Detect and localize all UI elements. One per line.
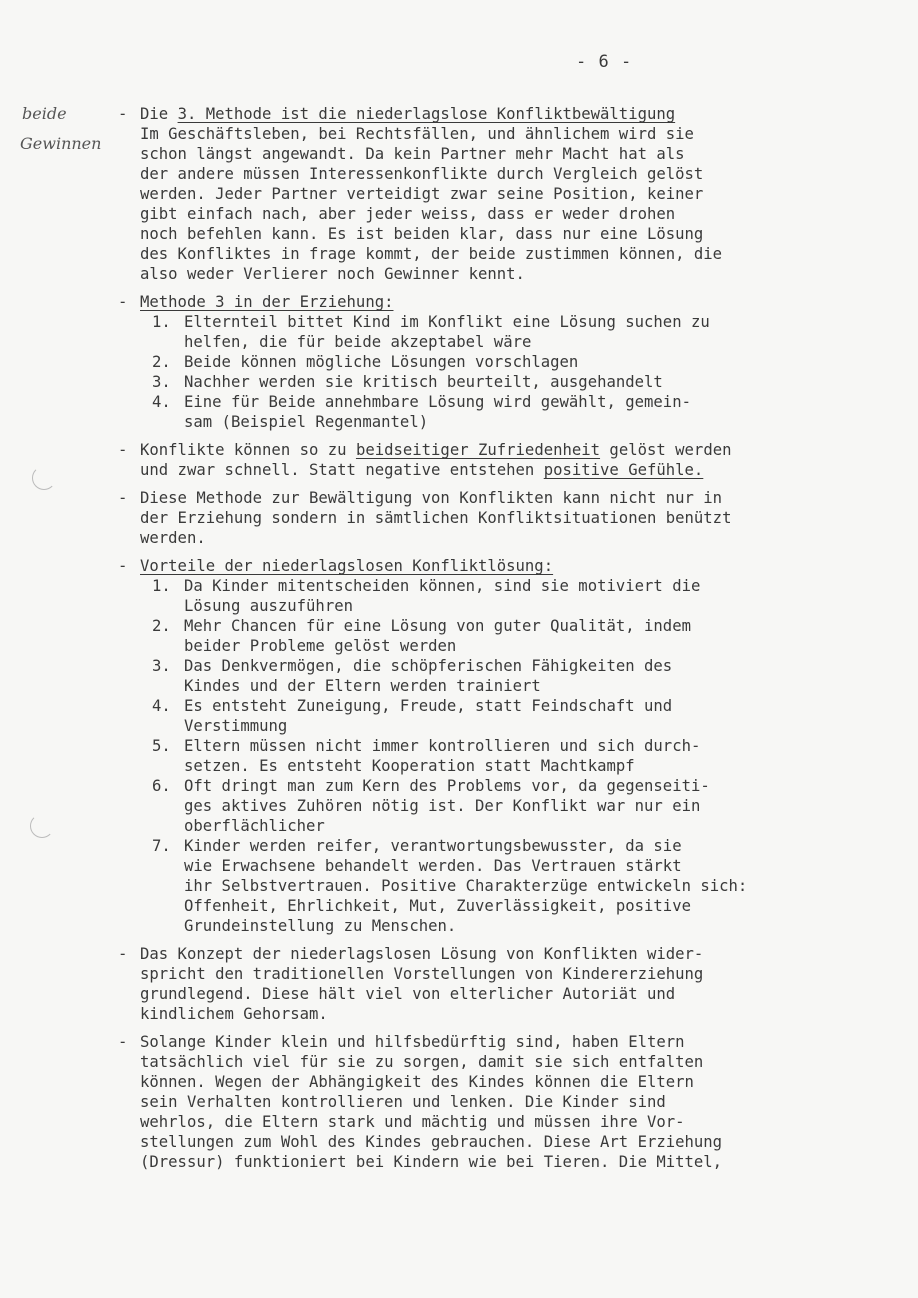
text-span: Konflikte können so zu (140, 441, 356, 459)
item-number: 2. (152, 617, 171, 635)
text-line (140, 488, 838, 508)
item-text-line: helfen, die für beide akzeptabel wäre (184, 333, 532, 351)
item-number: 7. (152, 837, 171, 855)
item-number: 5. (152, 737, 171, 755)
text-line (140, 508, 838, 528)
item-text-line: wie Erwachsene behandelt werden. Das Vertrauen stärkt (184, 857, 682, 875)
text-span: und zwar schnell. Statt negative entstehen (140, 461, 544, 479)
text-line (140, 1092, 838, 1112)
text-span: Die (140, 105, 178, 123)
bullet-paragraph (118, 440, 838, 480)
numbered-item (140, 392, 838, 432)
text-line (140, 204, 838, 224)
text-span: stellungen zum Wohl des Kindes gebrauchen. Diese Art Erziehung (140, 1133, 723, 1151)
numbered-item (140, 616, 838, 656)
text-span: Das Konzept der niederlagslosen Lösung von Konflikten wider- (140, 945, 704, 963)
text-line (140, 292, 838, 312)
text-span: Solange Kinder klein und hilfsbedürftig sind, haben Eltern (140, 1033, 685, 1051)
item-text-line: Nachher werden sie kritisch beurteilt, ausgehandelt (184, 373, 663, 391)
item-text-line: oberflächlicher (184, 817, 325, 835)
text-span: tatsächlich viel für sie zu sorgen, damit sie sich entfalten (140, 1053, 704, 1071)
item-text-line: Das Denkvermögen, die schöpferischen Fähigkeiten des (184, 657, 673, 675)
bullet-dash: - (118, 1033, 128, 1051)
text-line (140, 1052, 838, 1072)
text-line (140, 1132, 838, 1152)
numbered-item (140, 352, 838, 372)
margin-note-line-1: beide (22, 104, 67, 123)
underlined-text: positive Gefühle. (543, 461, 704, 479)
item-text-line: Elternteil bittet Kind im Konflikt eine Lösung suchen zu (184, 313, 710, 331)
text-line (140, 944, 838, 964)
text-line (140, 528, 838, 548)
item-text-line: Verstimmung (184, 717, 288, 735)
punch-hole-mark (30, 814, 54, 838)
text-span: noch befehlen kann. Es ist beiden klar, dass nur eine Lösung (140, 225, 704, 243)
numbered-item (140, 776, 838, 836)
item-number: 1. (152, 313, 171, 331)
text-line (140, 224, 838, 244)
document-body (118, 104, 838, 1180)
item-text-line: Kinder werden reifer, verantwortungsbewusster, da sie (184, 837, 682, 855)
text-line (140, 264, 838, 284)
text-line (140, 104, 838, 124)
text-line (140, 556, 838, 576)
item-text-line: Es entsteht Zuneigung, Freude, statt Feindschaft und (184, 697, 673, 715)
bullet-dash: - (118, 293, 128, 311)
bullet-dash: - (118, 945, 128, 963)
item-number: 4. (152, 393, 171, 411)
item-text-line: Grundeinstellung zu Menschen. (184, 917, 457, 935)
text-line (140, 460, 838, 480)
numbered-item (140, 656, 838, 696)
punch-hole-mark (32, 466, 56, 490)
text-span: werden. Jeder Partner verteidigt zwar seine Position, keiner (140, 185, 704, 203)
item-text-line: Eine für Beide annehmbare Lösung wird gewählt, gemein- (184, 393, 691, 411)
text-span: spricht den traditionellen Vorstellungen von Kindererziehung (140, 965, 704, 983)
underlined-text: beidseitiger Zufriedenheit (355, 441, 601, 459)
text-line (140, 1152, 838, 1172)
item-number: 3. (152, 373, 171, 391)
margin-note-line-2: Gewinnen (20, 134, 102, 153)
bullet-paragraph (118, 1032, 838, 1172)
text-span: werden. (140, 529, 206, 547)
text-span: der Erziehung sondern in sämtlichen Konfliktsituationen benützt (140, 509, 732, 527)
text-line (140, 440, 838, 460)
item-text-line: Mehr Chancen für eine Lösung von guter Qualität, indem (184, 617, 691, 635)
bullet-dash: - (118, 441, 128, 459)
bullet-paragraph (118, 104, 838, 284)
text-span: sein Verhalten kontrollieren und lenken. Die Kinder sind (140, 1093, 666, 1111)
numbered-item (140, 312, 838, 352)
text-span: (Dressur) funktioniert bei Kindern wie bei Tieren. Die Mittel, (140, 1153, 723, 1171)
text-line (140, 1004, 838, 1024)
text-line (140, 964, 838, 984)
item-text-line: Beide können mögliche Lösungen vorschlagen (184, 353, 579, 371)
item-text-line: Kindes und der Eltern werden trainiert (184, 677, 541, 695)
item-text-line: Lösung auszuführen (184, 597, 353, 615)
bullet-dash: - (118, 105, 128, 123)
item-text-line: setzen. Es entsteht Kooperation statt Machtkampf (184, 757, 635, 775)
item-number: 4. (152, 697, 171, 715)
text-span: Im Geschäftsleben, bei Rechtsfällen, und ähnlichem wird sie (140, 125, 694, 143)
numbered-item (140, 696, 838, 736)
item-number: 1. (152, 577, 171, 595)
bullet-paragraph (118, 488, 838, 548)
text-line (140, 984, 838, 1004)
page-number: - 6 - (576, 52, 633, 72)
underlined-text: 3. Methode ist die niederlagslose Konfliktbewältigung (177, 105, 676, 123)
bullet-paragraph (118, 556, 838, 936)
bullet-paragraph (118, 944, 838, 1024)
numbered-item (140, 736, 838, 776)
text-span: des Konfliktes in frage kommt, der beide zustimmen können, die (140, 245, 723, 263)
item-text-line: Eltern müssen nicht immer kontrollieren und sich durch- (184, 737, 701, 755)
text-line (140, 184, 838, 204)
item-text-line: ges aktives Zuhören nötig ist. Der Konflikt war nur ein (184, 797, 701, 815)
numbered-item (140, 372, 838, 392)
item-text-line: Da Kinder mitentscheiden können, sind sie motiviert die (184, 577, 701, 595)
underlined-text: Methode 3 in der Erziehung: (140, 293, 394, 311)
item-text-line: ihr Selbstvertrauen. Positive Charakterzüge entwickeln sich: (184, 877, 748, 895)
bullet-dash: - (118, 489, 128, 507)
bullet-paragraph (118, 292, 838, 432)
item-text-line: sam (Beispiel Regenmantel) (184, 413, 429, 431)
numbered-item (140, 836, 838, 936)
text-line (140, 1072, 838, 1092)
text-span: schon längst angewandt. Da kein Partner mehr Macht hat als (140, 145, 685, 163)
text-line (140, 144, 838, 164)
item-number: 2. (152, 353, 171, 371)
text-line (140, 1032, 838, 1052)
item-number: 6. (152, 777, 171, 795)
text-span: der andere müssen Interessenkonflikte durch Vergleich gelöst (140, 165, 704, 183)
text-span: können. Wegen der Abhängigkeit des Kindes können die Eltern (140, 1073, 694, 1091)
text-line (140, 244, 838, 264)
text-line (140, 1112, 838, 1132)
text-span: kindlichem Gehorsam. (140, 1005, 328, 1023)
text-span: wehrlos, die Eltern stark und mächtig und müssen ihre Vor- (140, 1113, 685, 1131)
text-span: gelöst werden (600, 441, 732, 459)
text-span: also weder Verlierer noch Gewinner kennt. (140, 265, 525, 283)
text-line (140, 164, 838, 184)
item-text-line: Oft dringt man zum Kern des Problems vor, da gegenseiti- (184, 777, 710, 795)
underlined-text: Vorteile der niederlagslosen Konfliktlösung: (140, 557, 554, 575)
text-line (140, 124, 838, 144)
text-span: gibt einfach nach, aber jeder weiss, dass er weder drohen (140, 205, 676, 223)
item-text-line: beider Probleme gelöst werden (184, 637, 457, 655)
text-span: grundlegend. Diese hält viel von elterlicher Autoriät und (140, 985, 676, 1003)
bullet-dash: - (118, 557, 128, 575)
numbered-item (140, 576, 838, 616)
item-number: 3. (152, 657, 171, 675)
text-span: Diese Methode zur Bewältigung von Konflikten kann nicht nur in (140, 489, 723, 507)
item-text-line: Offenheit, Ehrlichkeit, Mut, Zuverlässigkeit, positive (184, 897, 691, 915)
